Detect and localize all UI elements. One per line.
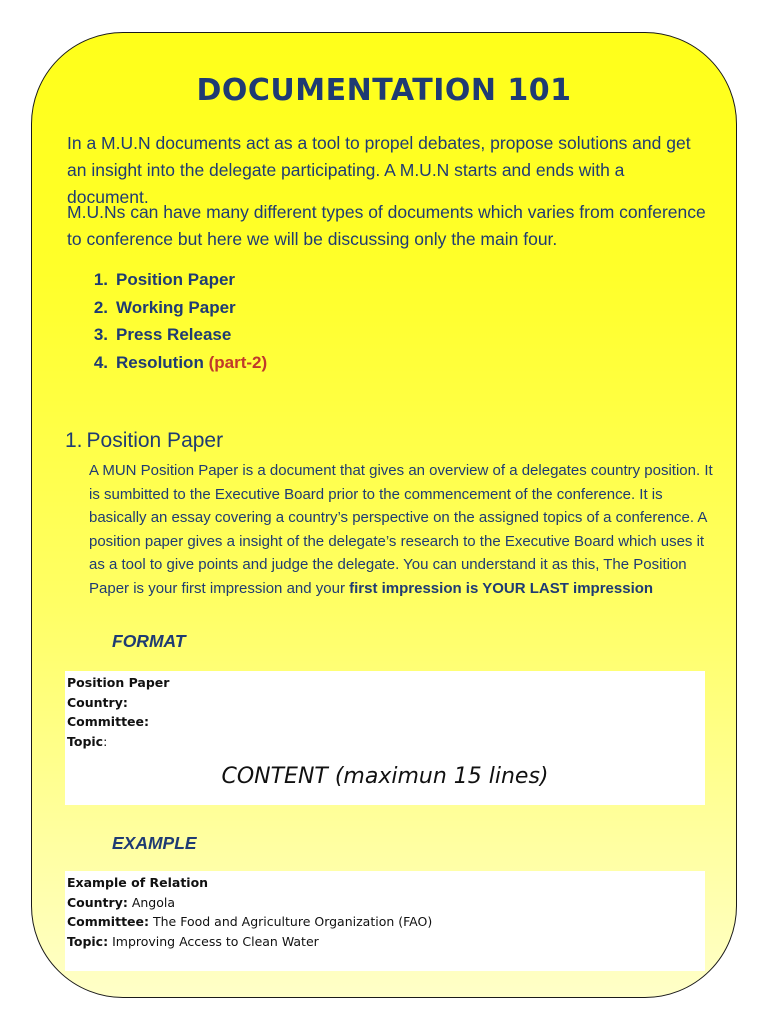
format-committee-label: Committee: [67,714,150,729]
example-box [65,871,705,971]
format-topic-row [67,732,703,752]
list-label: Press Release [116,325,232,344]
format-title: Position Paper [67,675,170,690]
list-label: Working Paper [116,297,236,317]
page-title: DOCUMENTATION 101 [196,73,572,108]
list-number: 2. [93,297,108,317]
example-title: Example of Relation [67,875,209,890]
part-note: (part-2) [208,352,268,372]
list-item-press-release [82,321,267,349]
section-number: 1. [65,429,83,452]
intro-paragraph-2: M.U.Ns can have many different types of documents which varies from conference to conference but here we will be discussing only the main four. [67,202,706,249]
example-committee-value: The Food and Agriculture Organization (FAO) [149,914,433,929]
example-topic-row [67,932,703,952]
list-number: 3. [93,325,108,344]
list-item-position-paper [82,266,267,294]
list-item-resolution [82,349,267,377]
example-country-label: Country: [67,894,128,910]
format-heading: FORMAT [112,631,186,651]
section-body-text: A MUN Position Paper is a document that gives an overview of a delegates country position. It is sumbitted to the Executive Board prior to the commencement of the conference. It is basically an essay covering a country’s perspective on the assigned topics of a conference. A position paper gives a insight of the delegate’s research to the Executive Board which uses it as a tool to give points and judge the delegate. You can understand it as this, The Position Paper is your first impression and your [89,462,713,597]
format-topic-label: Topic [67,733,104,749]
example-heading: EXAMPLE [112,833,197,853]
document-types-list [82,266,267,376]
content-note: CONTENT (maximun 15 lines) [221,764,549,789]
format-box [65,671,705,805]
list-number: 1. [93,270,108,289]
section-heading-position-paper [65,429,223,453]
format-topic-colon: : [103,733,108,749]
format-country-label: Country: [67,694,128,710]
section-body-emphasis: first impression is YOUR LAST impression [349,579,654,597]
list-item-working-paper [82,294,267,322]
document-card [31,32,737,998]
example-country-row [67,893,703,913]
example-committee-row [67,912,703,932]
list-number: 4. [93,352,108,372]
section-body [89,459,714,600]
section-title: Position Paper [86,429,224,452]
intro-paragraph-1: In a M.U.N documents act as a tool to propel debates, propose solutions and get an insight into the delegate participating. A M.U.N starts and ends with a document. [67,133,691,207]
example-committee-label: Committee: [67,914,150,929]
example-topic-label: Topic: [67,933,109,949]
example-topic-value: Improving Access to Clean Water [108,933,319,949]
example-country-value: Angola [127,894,176,910]
list-label: Position Paper [116,270,236,289]
list-label: Resolution [116,352,204,372]
